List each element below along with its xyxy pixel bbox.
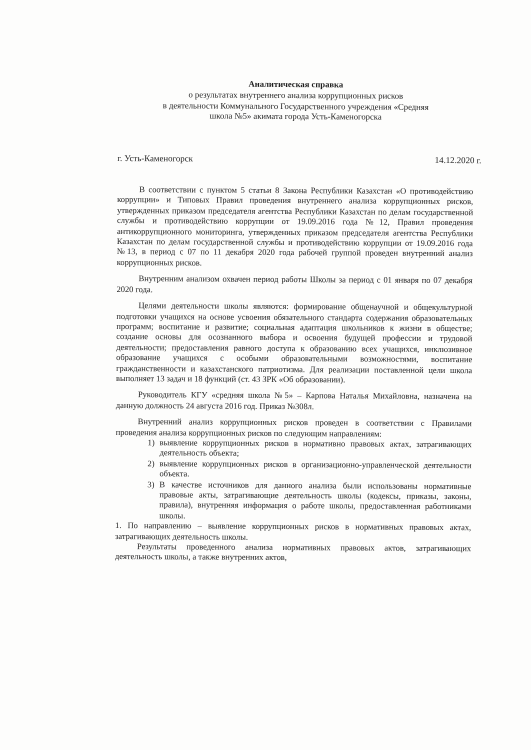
section-heading: 1. По направлению – выявление коррупционных рисков в нормативных правовых актах, затрагивающих деятельность школы. (115, 521, 472, 542)
paragraph-period: Внутренним анализом охвачен период работы Школы за период с 01 января по 07 декабря 2020 года. (116, 274, 473, 294)
paragraph-results: Результаты проведенного анализа нормативных правовых актов, затрагивающих деятельность школы, а также внутренних актов, (114, 542, 472, 563)
list-item-text: выявление коррупционных рисков в нормативно правовых актах, затрагивающих деятельность объекта; (159, 438, 472, 459)
document-subtitle: о результатах внутреннего анализа коррупционных рисков в деятельности Коммунального Государственного учреждения «Средняя школа №5» акимата города Усть-Каменогорска (162, 89, 429, 122)
document-title: Аналитическая справка (248, 78, 344, 90)
list-item (147, 459, 471, 482)
paragraph-goals: Целями деятельности школы являются: формирование общенаучной и общекультурной подготовки учащихся на основе усвоения обязательного стандарта содержания образовательных программ; воспитание и развитие; социальная адаптация школьников к жизни в обществе; создание основы для осознанного выбора и освоения будущей профессии и трудовой деятельности; предоставления равного доступа к образованию всех учащихся, инклюзивное образование учащихся с особыми образовательными возможностями, воспитание гражданственности и казахстанского патриотизма. Для реализации поставленной цели школа выполняет 13 задач и 18 функций (ст. 43 ЗРК «Об образовании). (116, 301, 473, 385)
list-item-number: 1) (147, 438, 155, 448)
list-item-text: выявление коррупционных рисков в организационно-управленческой деятельности объекта. (159, 459, 472, 479)
list-item (148, 438, 472, 461)
paragraph-director: Руководитель КГУ «средняя школа №5» – Карпова Наталья Михайловна, назначена на данную должность 24 августа 2016 год. Приказ №308л. (115, 390, 472, 411)
document-city: г. Усть-Каменогорск (117, 152, 193, 164)
paragraph-directions: Внутренний анализ коррупционных рисков проведен в соответствии с Правилами проведения анализа коррупционных рисков по следующим направлениям: (115, 417, 472, 439)
list-item-number: 3) (147, 479, 155, 489)
document-body (114, 62, 482, 565)
list-item-number: 2) (147, 458, 155, 469)
list-item (147, 480, 471, 524)
document-date: 14.12.2020 г. (434, 154, 482, 165)
paragraph-legal-basis: В соответствии с пунктом 5 статьи 8 Закона Республики Казахстан «О противодействию коррупции» и Типовых Правил проведения внутреннего анализа коррупционных рисков, утвержденных приказом председателя агентства Республики Казахстан по делам государственной службы и противодействию коррупции от 19.09.2016 года №12, Правил проведения антикоррупционного мониторинга, утвержденных приказом председателя агентства Республики Казахстан по делам государственной службы и противодействию коррупции от 19.09.2016 года №13, в период с 07 по 11 декабря 2020 года рабочей группой проведен внутренний анализ коррупционных рисков. (116, 185, 474, 268)
directions-list (115, 438, 472, 523)
document-meta (117, 152, 482, 166)
list-item-text: В качестве источников для данного анализа были использованы нормативные правовые акты, затрагивающие деятельность школы (кодексы, приказы, законы, правила), внутренняя информация о работе школы, предоставленная работниками школы. (159, 479, 472, 521)
